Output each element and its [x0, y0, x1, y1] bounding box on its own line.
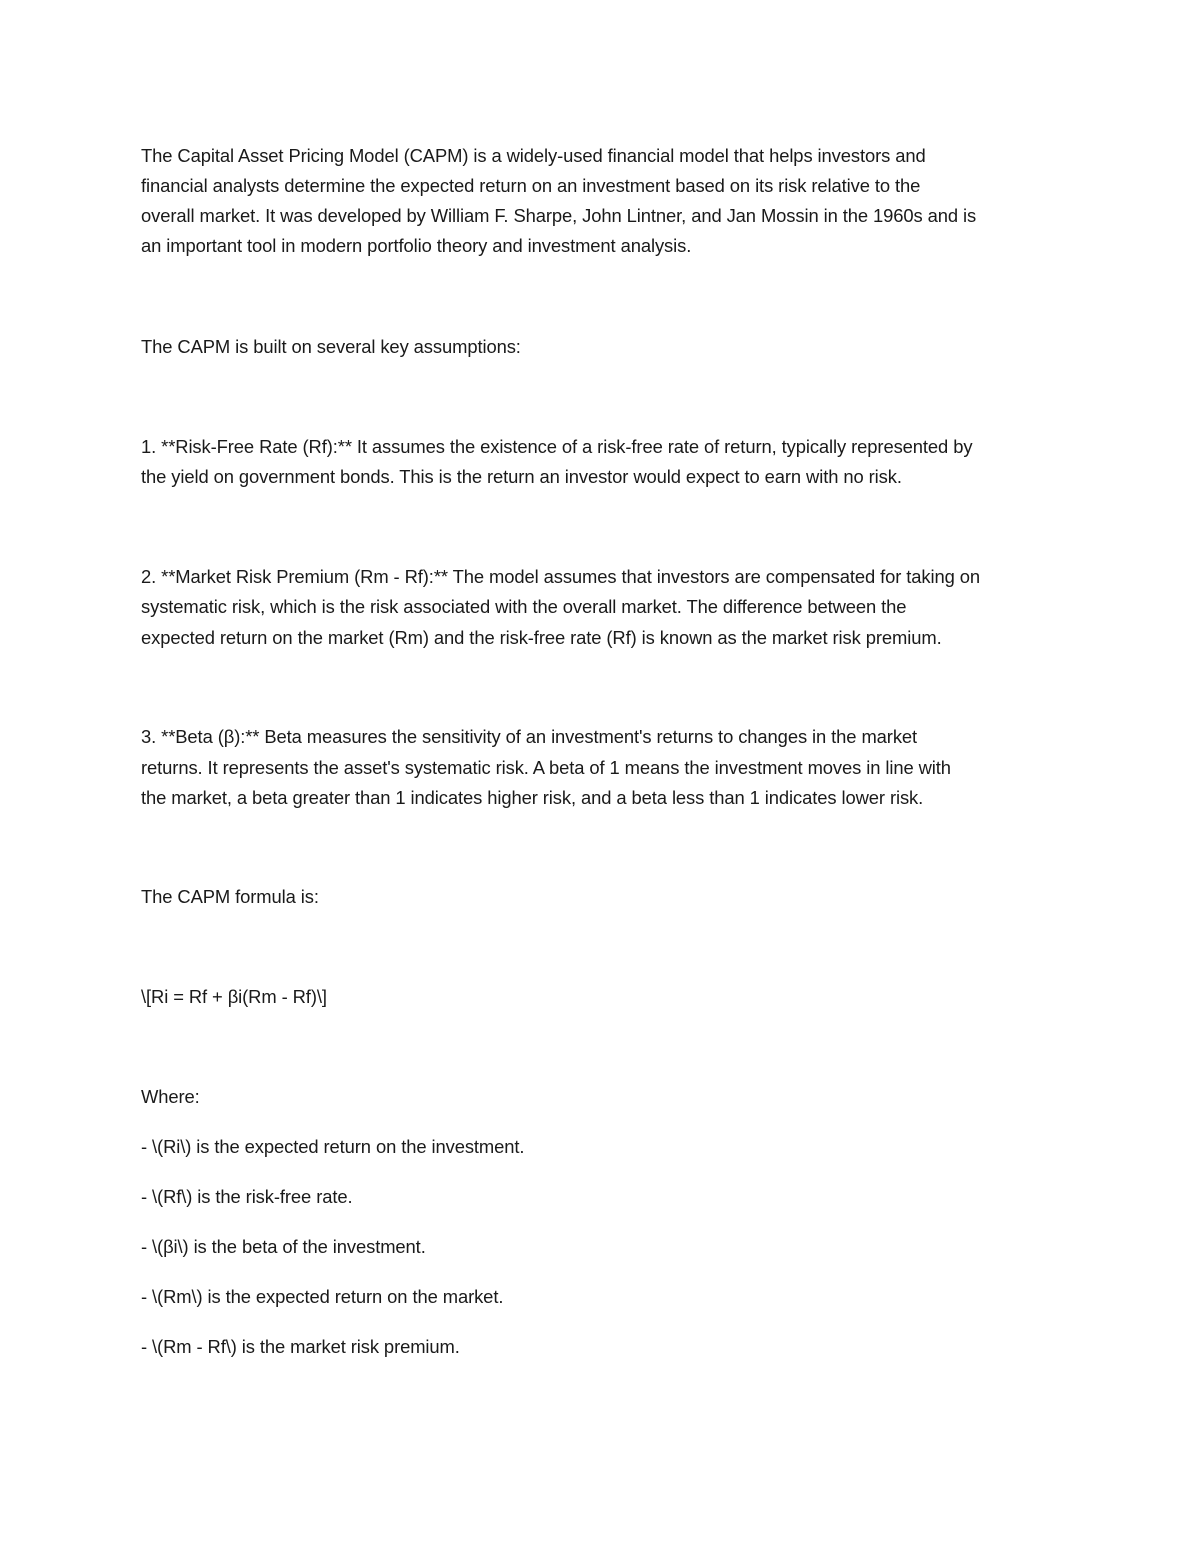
- assumption-line: the yield on government bonds. This is the return an investor would expect to earn with no risk.: [141, 466, 902, 487]
- assumption-line: 3. **Beta (β):** Beta measures the sensitivity of an investment's returns to changes in the market: [141, 726, 918, 747]
- capm-formula: \[Ri = Rf + βi(Rm - Rf)\]: [141, 986, 327, 1007]
- definition-item: - \(Ri\) is the expected return on the investment.: [141, 1136, 525, 1157]
- assumption-line: 2. **Market Risk Premium (Rm - Rf):** The model assumes that investors are compensated for taking on: [141, 566, 981, 587]
- assumptions-heading: The CAPM is built on several key assumptions:: [141, 336, 521, 357]
- intro-line: financial analysts determine the expected return on an investment based on its risk relative to the: [141, 175, 921, 196]
- definition-item: - \(Rf\) is the risk-free rate.: [141, 1186, 353, 1207]
- assumption-line: the market, a beta greater than 1 indicates higher risk, and a beta less than 1 indicates lower risk.: [141, 787, 924, 808]
- where-label: Where:: [141, 1086, 200, 1107]
- assumption-line: expected return on the market (Rm) and the risk-free rate (Rf) is known as the market risk premium.: [141, 627, 942, 648]
- assumption-line: 1. **Risk-Free Rate (Rf):** It assumes the existence of a risk-free rate of return, typically represented by: [141, 436, 973, 457]
- document-page: [141, 0, 1071, 1553]
- definition-item: - \(βi\) is the beta of the investment.: [141, 1236, 426, 1257]
- formula-heading: The CAPM formula is:: [141, 886, 319, 907]
- assumption-line: returns. It represents the asset's systematic risk. A beta of 1 means the investment moves in line with: [141, 757, 951, 778]
- intro-line: an important tool in modern portfolio theory and investment analysis.: [141, 235, 692, 256]
- definition-item: - \(Rm\) is the expected return on the market.: [141, 1286, 504, 1307]
- intro-line: overall market. It was developed by William F. Sharpe, John Lintner, and Jan Mossin in the 1960s and is: [141, 205, 977, 226]
- definition-item: - \(Rm - Rf\) is the market risk premium.: [141, 1336, 460, 1357]
- intro-line: The Capital Asset Pricing Model (CAPM) is a widely-used financial model that helps investors and: [141, 145, 926, 166]
- assumption-line: systematic risk, which is the risk associated with the overall market. The difference between the: [141, 596, 907, 617]
